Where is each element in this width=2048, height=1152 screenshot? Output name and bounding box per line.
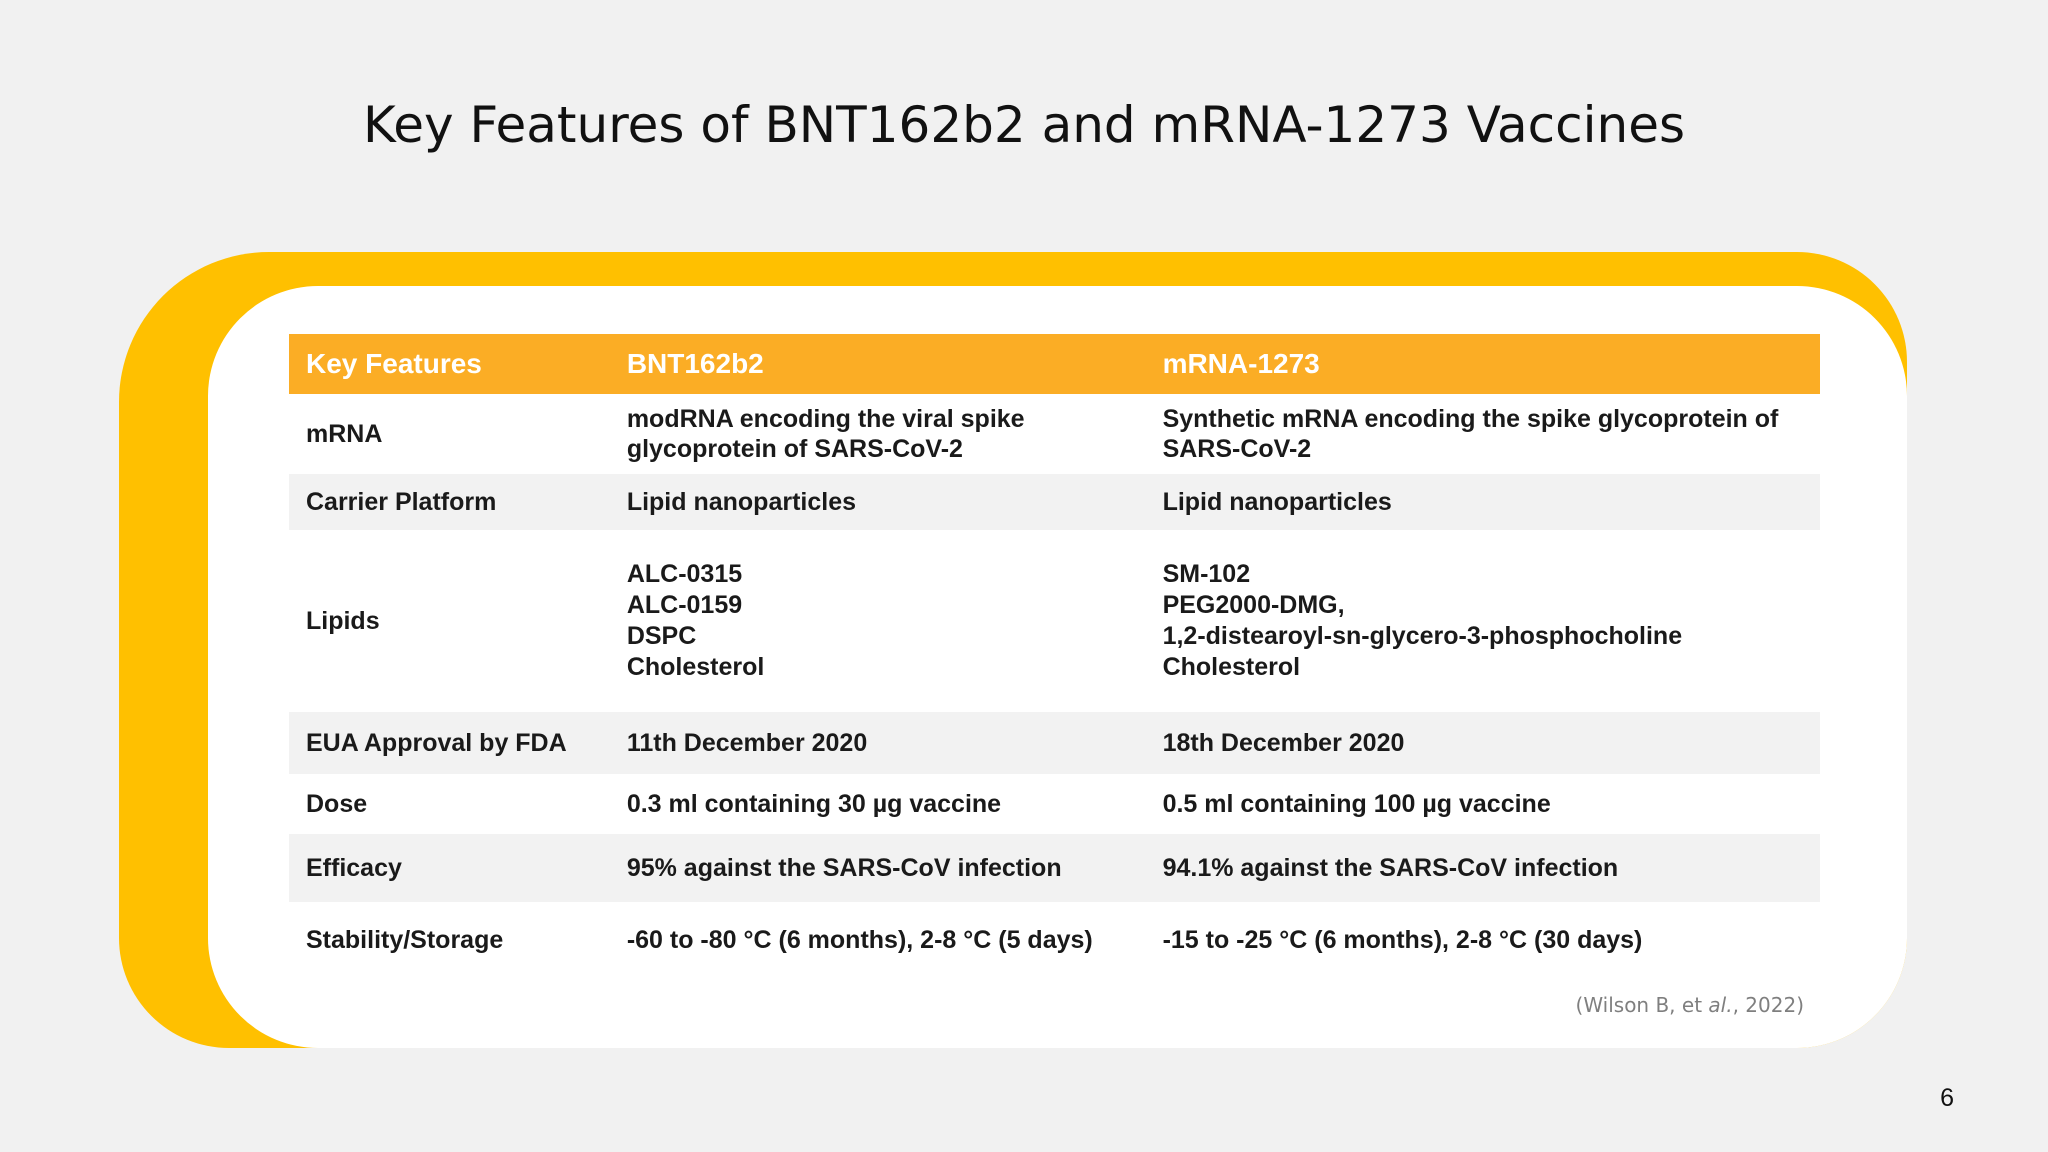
- bnt-cell: Lipid nanoparticles: [610, 474, 1146, 530]
- cell-line: 1,2-distearoyl-sn-glycero-3-phosphocholine: [1162, 622, 1683, 650]
- cell-line: SM-102: [1162, 560, 1251, 588]
- mrna-cell: [1146, 530, 1820, 712]
- bnt-cell: [610, 530, 1146, 712]
- cell-line: glycoprotein of SARS-CoV-2: [626, 435, 963, 463]
- bnt-cell: -60 to -80 °C (6 months), 2-8 °C (5 days): [626, 926, 1093, 954]
- table-row-stability-storage: [289, 902, 1820, 978]
- table-row-mrna: [289, 394, 1820, 474]
- cell-line: ALC-0315: [626, 560, 743, 588]
- cell-line: Synthetic mRNA encoding the spike glycoprotein of: [1162, 405, 1779, 433]
- feature-cell: Carrier Platform: [289, 474, 610, 530]
- cell-line: PEG2000-DMG,: [1162, 591, 1345, 619]
- table-row-eua-approval: [289, 712, 1820, 774]
- feature-cell: Dose: [306, 790, 368, 818]
- cell-line: Cholesterol: [1162, 653, 1301, 681]
- cell-line: ALC-0159: [626, 591, 743, 619]
- citation-italic: al.: [1708, 993, 1733, 1017]
- table-header-row: [289, 334, 1820, 394]
- feature-cell: mRNA: [306, 420, 383, 448]
- header-key-features: Key Features: [289, 334, 610, 394]
- citation: [1576, 993, 1804, 1017]
- page-number: 6: [1940, 1084, 1954, 1112]
- citation-open: (Wilson B, et: [1575, 993, 1709, 1017]
- cell-line: Cholesterol: [626, 653, 765, 681]
- cell-line: modRNA encoding the viral spike: [626, 405, 1025, 433]
- table-row-efficacy: [289, 834, 1820, 902]
- header-mrna-1273: mRNA-1273: [1146, 334, 1820, 394]
- mrna-cell: -15 to -25 °C (6 months), 2-8 °C (30 days): [1162, 926, 1643, 954]
- feature-cell: Efficacy: [289, 834, 610, 902]
- bnt-cell: [610, 394, 1146, 474]
- mrna-cell: 94.1% against the SARS-CoV infection: [1146, 834, 1820, 902]
- features-comparison-table: [289, 334, 1820, 978]
- feature-cell: EUA Approval by FDA: [289, 712, 610, 774]
- bnt-cell: 95% against the SARS-CoV infection: [610, 834, 1146, 902]
- table-row-dose: [289, 774, 1820, 834]
- table-row-lipids: [289, 530, 1820, 712]
- feature-cell: Stability/Storage: [306, 926, 504, 954]
- mrna-cell: 18th December 2020: [1146, 712, 1820, 774]
- header-bnt162b2: BNT162b2: [610, 334, 1146, 394]
- cell-line: SARS-CoV-2: [1162, 435, 1312, 463]
- feature-cell: Lipids: [306, 607, 380, 635]
- mrna-cell: 0.5 ml containing 100 µg vaccine: [1162, 790, 1551, 818]
- cell-line: DSPC: [626, 622, 697, 650]
- citation-close: , 2022): [1732, 993, 1804, 1017]
- bnt-cell: 0.3 ml containing 30 µg vaccine: [626, 790, 1002, 818]
- mrna-cell: [1146, 394, 1820, 474]
- table-row-carrier-platform: [289, 474, 1820, 530]
- mrna-cell: Lipid nanoparticles: [1146, 474, 1820, 530]
- slide-title: Key Features of BNT162b2 and mRNA-1273 Vaccines: [362, 96, 1686, 154]
- bnt-cell: 11th December 2020: [610, 712, 1146, 774]
